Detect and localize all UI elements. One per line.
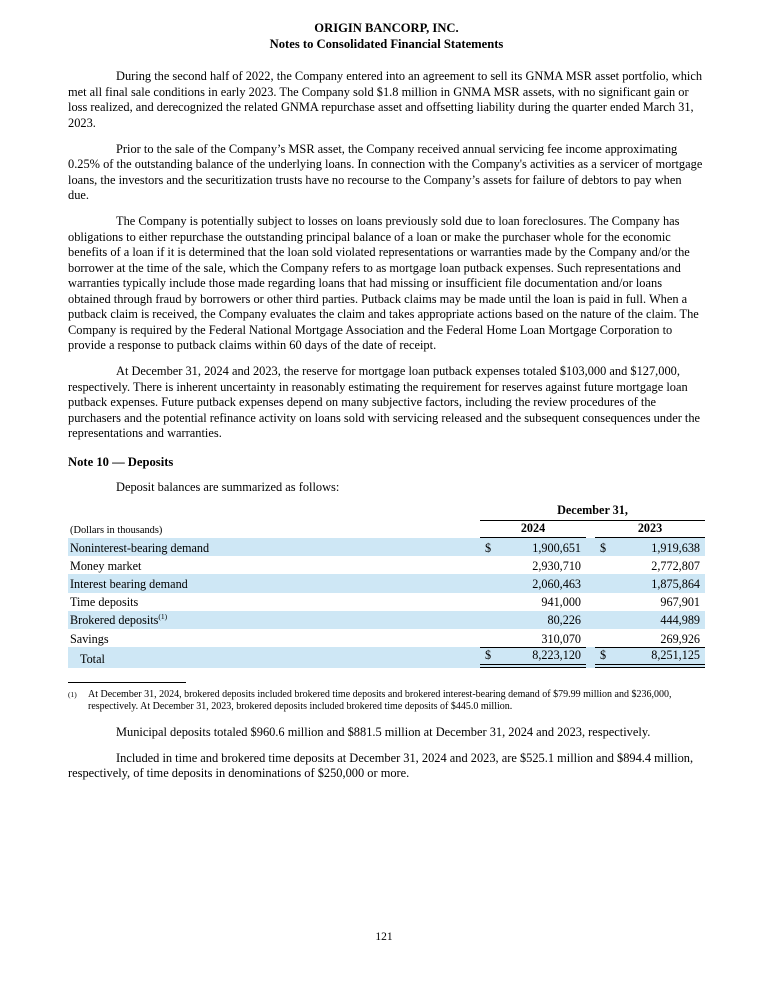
row-label: Time deposits (70, 595, 139, 610)
currency-symbol: $ (600, 540, 607, 555)
value-2023: 1,919,638 (651, 540, 700, 555)
table-row-interest-bearing-demand (68, 574, 705, 592)
paragraph-time-deposits-denominations: Included in time and brokered time deposits at December 31, 2024 and 2023, are $525.1 million and $894.4 million, respectively, of time deposits in denominations of $250,000 or more. (68, 750, 694, 781)
paragraph-servicing-fee: Prior to the sale of the Company’s MSR asset, the Company received annual servicing fee income approximating 0.25% of the outstanding balance of the underlying loans. In connection with the Company's activities as a servicer of mortgage loans, the investors and the securitization trusts have no recourse to the Company’s assets for failure of debtors to pay when due. (68, 141, 703, 202)
page-number: 121 (375, 931, 393, 943)
value-2023: 967,901 (660, 595, 700, 610)
table-row-total (68, 647, 705, 668)
row-label: Total (80, 652, 105, 667)
footnote-marker: (1) (68, 689, 77, 699)
row-label: Money market (70, 558, 142, 573)
value-2024: 310,070 (541, 631, 581, 646)
value-2024: 941,000 (541, 595, 581, 610)
footnote-reference: (1) (158, 612, 168, 622)
total-2023: 8,251,125 (651, 648, 700, 663)
value-2023: 444,989 (660, 613, 700, 628)
document-header (68, 20, 705, 52)
column-header-2024: 2024 (480, 521, 586, 539)
row-label: Interest bearing demand (70, 577, 188, 592)
table-footnote (68, 682, 705, 715)
table-header-year-row (68, 521, 705, 539)
paragraph-gnma-msr-sale: During the second half of 2022, the Company entered into an agreement to sell its GNMA MSR asset portfolio, which met all final sale conditions in early 2023. The Company sold $1.8 million in GNMA MSR assets, with no significant gain or loss realized, and derecognized the related GNMA repurchase asset and offsetting liability during the quarter ended March 31, 2023. (68, 69, 703, 130)
footnote-divider (68, 682, 186, 683)
document-subtitle: Notes to Consolidated Financial Statements (269, 37, 504, 51)
row-label: Brokered deposits$^{(1)}$ (70, 612, 168, 628)
paragraph-municipal-deposits: Municipal deposits totaled $960.6 million and $881.5 million at December 31, 2024 and 2023, respectively. (116, 724, 651, 739)
company-name: ORIGIN BANCORP, INC. (314, 21, 459, 35)
deposit-balances-table (68, 503, 705, 668)
row-label: Savings (70, 631, 109, 646)
table-row-time-deposits (68, 593, 705, 611)
currency-symbol: $ (485, 648, 492, 663)
value-2023: 269,926 (660, 631, 700, 646)
footnote-text: At December 31, 2024, brokered deposits included brokered time deposits and brokered interest-bearing demand of $79.99 million and $236,000, respectively. At December 31, 2023, brokered deposits included brokered time deposits of $445.0 million. (88, 688, 672, 713)
value-2023: 2,772,807 (651, 558, 700, 573)
value-2024: 80,226 (547, 613, 581, 628)
total-2024: 8,223,120 (532, 648, 581, 663)
value-2024: 2,060,463 (532, 577, 581, 592)
table-row-money-market (68, 556, 705, 574)
currency-symbol: $ (600, 648, 607, 663)
value-2023: 1,875,864 (651, 577, 700, 592)
value-2024: 2,930,710 (532, 558, 581, 573)
table-row-noninterest-bearing-demand (68, 538, 705, 556)
table-row-brokered-deposits (68, 611, 705, 629)
currency-symbol: $ (485, 540, 492, 555)
date-header: December 31, (480, 503, 705, 521)
table-header-date-row (68, 503, 705, 521)
row-label: Noninterest-bearing demand (70, 540, 210, 555)
deposit-table-intro: Deposit balances are summarized as follows: (116, 479, 340, 494)
units-label: (Dollars in thousands) (70, 524, 163, 536)
table-row-savings (68, 629, 705, 647)
paragraph-putback-reserve: At December 31, 2024 and 2023, the reserve for mortgage loan putback expenses totaled $103,000 and $127,000, respectively. There is inherent uncertainty in reasonably estimating the requirement for reserves against future mortgage loan putback expenses. Future putback expenses depend on many subjective factors, including the review procedures of the purchasers and the potential refinance activity on loans sold with servicing released and the subsequent consequences under the representations and warranties. (68, 364, 701, 440)
note-10-heading: Note 10 — Deposits (68, 454, 174, 469)
column-header-2023: 2023 (595, 521, 705, 539)
value-2024: 1,900,651 (532, 540, 581, 555)
paragraph-putback-obligations: The Company is potentially subject to losses on loans previously sold due to loan foreclosures. The Company has obligations to either repurchase the outstanding principal balance of a loan or make the purchaser whole for the economic benefits of a loan if it is determined that the loan sold violated representations or warranties made by the Company and/or the borrower at the time of the sale, which the Company refers to as mortgage loan putback expenses. Such representations and warranties typically include those made regarding loans that had missing or insufficient file documentation and/or loans obtained through fraud by borrowers or other third parties. Putback claims may be made until the loan is paid in full. When a putback claim is received, the Company evaluates the claim and takes appropriate actions based on the nature of the claim. The Company is required by the Federal National Mortgage Association and the Federal Home Loan Mortgage Corporation to provide a response to putback claims within 60 days of the date of receipt. (68, 214, 699, 352)
